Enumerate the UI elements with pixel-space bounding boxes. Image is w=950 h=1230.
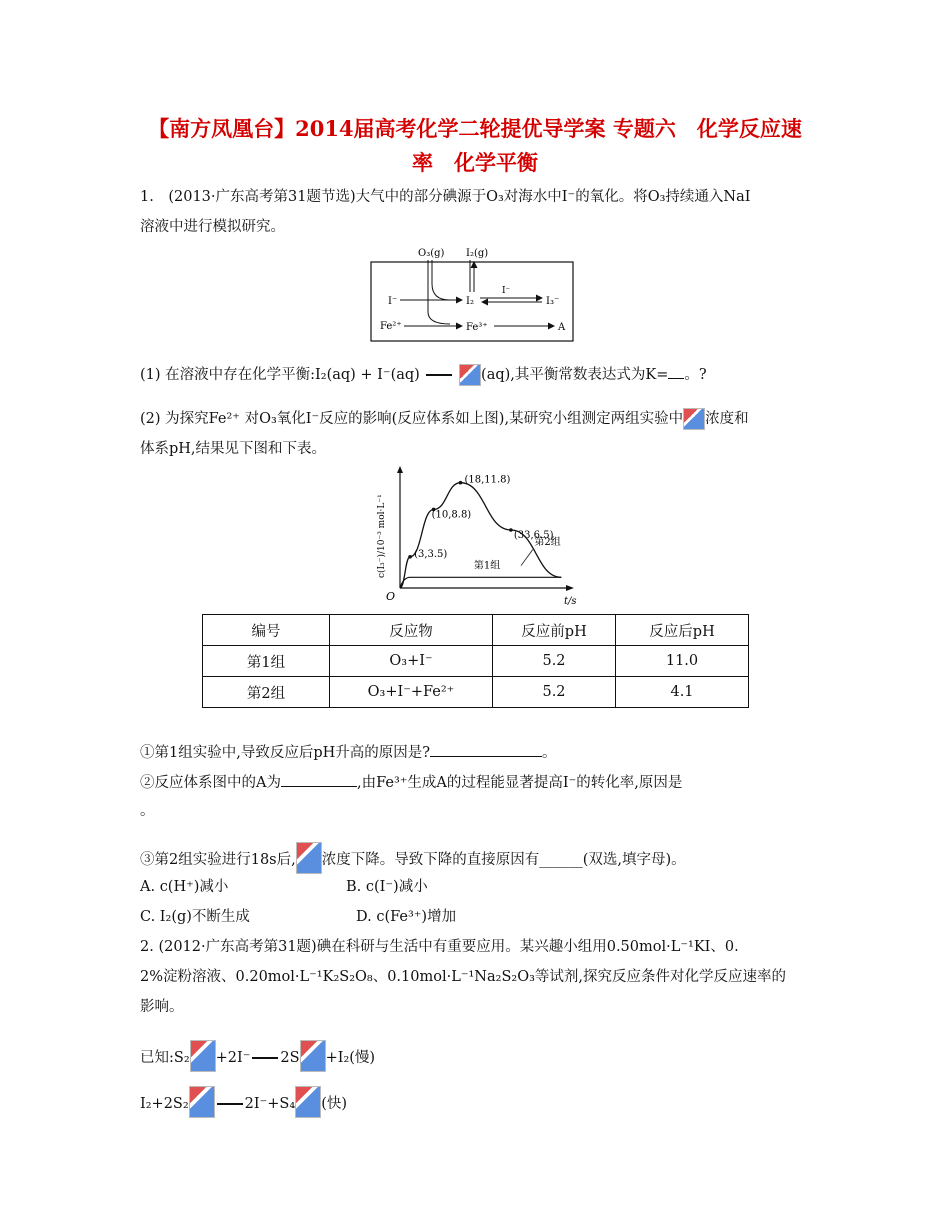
x-axis-arrowhead [566,585,574,591]
data-point-label: (33,6.5) [513,530,554,541]
data-point [509,528,513,532]
concentration-chart [370,462,590,612]
diagram-iminus-top-label: I⁻ [502,286,511,296]
table-cell: 4.1 [616,677,749,708]
q2-intro-line1: 2. (2012·广东高考第31题)碘在科研与生活中有重要应用。某兴趣小组用0.50mol·L⁻¹KI、0. [140,939,739,955]
table-cell: 5.2 [493,677,616,708]
table-cell: O₃+I⁻ [330,646,493,677]
image-placeholder-icon [300,1040,326,1072]
table-header-cell: 反应后pH [616,615,749,646]
image-placeholder-icon [190,1040,216,1072]
q1-part1: (1) 在溶液中存在化学平衡:I₂(aq) + I⁻(aq) (aq),其平衡常数表达式为K= 。? [140,364,707,386]
diagram-o3-label: O₃(g) [418,248,445,259]
diagram-fe3-label: Fe³⁺ [466,322,488,333]
table-header-cell: 反应物 [330,615,493,646]
diagram-a-label: A [558,322,566,333]
table-cell: 5.2 [493,646,616,677]
q2-intro-line2: 2%淀粉溶液、0.20mol·L⁻¹K₂S₂O₈、0.10mol·L⁻¹Na₂S₂O₃等试剂,探究反应条件对化学反应速率的 [140,969,787,985]
reaction-fast: I₂+2S₂ 2I⁻+S₄ (快) [140,1086,347,1118]
diagram-i3-label: I₃⁻ [546,296,560,307]
diagram-fe2-label: Fe²⁺ [380,321,402,332]
data-point [459,481,463,485]
answer-blank[interactable] [281,772,357,787]
data-table [202,614,749,708]
image-placeholder-icon [296,842,322,874]
q2-intro-line3: 影响。 [140,999,184,1015]
data-point-label: (3,3.5) [414,548,448,560]
q1-part2-line2: 体系pH,结果见下图和下表。 [140,441,327,457]
o3-feed-upper [432,260,450,300]
table-row [203,646,749,677]
q1-part2-line1: (2) 为探究Fe²⁺ 对O₃氧化I⁻反应的影响(反应体系如上图),某研究小组测定两组实验中 浓度和 [140,408,749,430]
table-header-cell: 编号 [203,615,330,646]
reaction-equals-bar [217,1103,243,1105]
q1-intro-line1: 1. (2013·广东高考第31题节选)大气中的部分碘源于O₃对海水中I⁻的氧化。将O₃持续通入NaI [140,189,751,205]
data-point-label: (10,8.8) [431,509,472,521]
reaction-equals-bar [252,1057,278,1059]
o3-feed-lower [428,260,450,324]
q1-sub2-line2: 。 [140,803,155,819]
option-b: B. c(I⁻)减小 [346,879,428,895]
diagram-i2-label: I₂ [466,296,474,307]
reaction-slow: 已知:S₂ +2I⁻ 2S +I₂(慢) [140,1040,375,1072]
image-placeholder-icon [683,408,705,430]
series-label-group1: 第1组 [473,560,501,572]
q1-sub3: ③第2组实验进行18s后, 浓度下降。导致下降的直接原因有______(双选,填字母)。 [140,842,686,874]
option-d: D. c(Fe³⁺)增加 [356,909,457,925]
reaction-system-diagram [370,244,575,344]
image-placeholder-icon [189,1086,215,1118]
table-cell: 第2组 [203,677,330,708]
q1-sub1: ①第1组实验中,导致反应后pH升高的原因是? 。 [140,742,557,764]
origin-label: O [386,590,396,603]
title-line-2: 率 化学平衡 [412,150,538,175]
table-header-row [203,615,749,646]
table-header-cell: 反应前pH [493,615,616,646]
answer-blank[interactable] [430,742,542,757]
image-placeholder-icon [295,1086,321,1118]
option-c: C. I₂(g)不断生成 [140,909,250,925]
answer-blank[interactable] [668,364,684,379]
table-row [203,677,749,708]
diagram-i2g-label: I₂(g) [466,248,489,259]
q1-sub2-line1: ②反应体系图中的A为 ,由Fe³⁺生成A的过程能显著提高I⁻的转化率,原因是 [140,772,682,794]
table-cell: 第1组 [203,646,330,677]
data-point [408,555,412,559]
series-label-leader [521,550,533,566]
x-axis-label: t/s [564,596,577,607]
y-axis-label: c(I₃⁻)/10⁻³ mol·L⁻¹ [377,494,387,578]
table-cell: O₃+I⁻+Fe²⁺ [330,677,493,708]
title-line-1: 【南方凤凰台】2014届高考化学二轮提优导学案 专题六 化学反应速 [148,116,802,141]
image-placeholder-icon [459,364,481,386]
data-point-label: (18,11.8) [464,474,511,486]
diagram-iminus-label: I⁻ [388,296,398,307]
option-a: A. c(H⁺)减小 [140,879,229,895]
series-label-group2: 第2组 [534,537,561,549]
table-cell: 11.0 [616,646,749,677]
series-group1-curve [400,577,561,588]
equilibrium-arrow [426,374,452,376]
q1-intro-line2: 溶液中进行模拟研究。 [140,219,285,235]
document-title [120,112,830,180]
y-axis-arrowhead [397,466,403,473]
